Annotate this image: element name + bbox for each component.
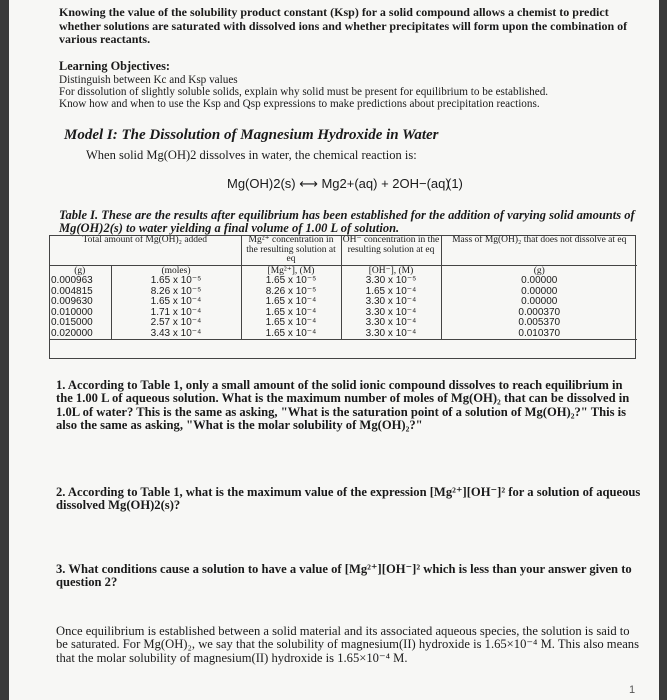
mass-cell: 0.005370 — [441, 318, 637, 329]
mass-cell: 0.00000 — [441, 287, 637, 298]
model-intro: When solid Mg(OH)2 dissolves in water, the chemical reaction is: — [86, 148, 417, 162]
oh-cell: 1.65 x 10⁻⁴ — [341, 287, 441, 298]
moles-cell: 1.71 x 10⁻⁴ — [111, 308, 241, 319]
grams-cell: 0.020000 — [49, 329, 111, 340]
saturation-paragraph: Once equilibrium is established between a solid material and its associated aqueous species, the solution is said to be saturated. For Mg(OH)₂, we say that the solubility of magnesium(II) hydroxide is 1.65×10⁻⁴ M. This also means that the molar solubility of magnesium(II) hydroxide is 1.65×10⁻⁴ M. — [56, 624, 639, 665]
header-undissolved-mass: Mass of Mg(OH)₂ that does not dissolve at eq — [441, 235, 637, 265]
question-3: 3. What conditions cause a solution to have a value of [Mg²⁺][OH⁻]² which is less than your answer given to question 2? — [56, 562, 632, 590]
mg-cell: 8.26 x 10⁻⁵ — [241, 287, 341, 298]
header-mg-concentration: Mg²⁺ concentration in the resulting solution at eq — [241, 235, 341, 265]
mass-cell: 0.00000 — [441, 276, 637, 287]
unit-cell: (moles) — [111, 265, 241, 276]
mass-cell: 0.00000 — [441, 297, 637, 308]
grams-cell: 0.015000 — [51, 317, 93, 329]
mg-cell: 1.65 x 10⁻⁵ — [241, 276, 341, 287]
page-number: 1 — [629, 684, 636, 696]
objective-item: For dissolution of slightly soluble solids, explain why solid must be present for equilibrium to be established. — [59, 86, 549, 98]
equation-number: (1) — [447, 176, 463, 191]
header-oh-concentration: OH⁻ concentration in the resulting solution at eq — [341, 235, 441, 265]
worksheet-page — [9, 0, 659, 700]
objective-item: Know how and when to use the Ksp and Qsp expressions to make predictions about precipitation reactions. — [59, 98, 540, 110]
question-1: 1. According to Table 1, only a small amount of the solid ionic compound dissolves to reach equilibrium in the 1.00 L of aqueous solution. What is the maximum number of moles of Mg(OH)₂ that can be dissolved in 1.0L of water? This is the same as asking, "What is the saturation point of a solution of Mg(OH)₂?" This is also the same as asking, "What is the molar solubility of Mg(OH)₂?" — [56, 378, 630, 432]
unit-cell: (g) — [441, 265, 637, 276]
mass-cell: 0.010370 — [441, 329, 637, 340]
table-header-row — [49, 235, 637, 265]
oh-cell: 3.30 x 10⁻⁴ — [341, 318, 441, 329]
objective-item: Distinguish between Kc and Ksp values — [59, 74, 238, 86]
moles-cell: 1.65 x 10⁻⁵ — [111, 276, 241, 287]
photo-edge-right — [659, 0, 667, 700]
unit-cell: [OH⁻], (M) — [341, 265, 441, 276]
mg-cell: 1.65 x 10⁻⁴ — [241, 318, 341, 329]
grams-cell: 0.009630 — [51, 296, 93, 308]
mg-cell: 1.65 x 10⁻⁴ — [241, 308, 341, 319]
oh-cell: 3.30 x 10⁻⁴ — [341, 308, 441, 319]
dissolution-equation: Mg(OH)2(s) ⟷ Mg2+(aq) + 2OH−(aq) — [227, 176, 450, 191]
moles-cell: 2.57 x 10⁻⁴ — [111, 318, 241, 329]
table-row — [49, 297, 637, 308]
mg-cell: 1.65 x 10⁻⁴ — [241, 297, 341, 308]
learning-objectives-heading: Learning Objectives: — [59, 59, 170, 73]
question-2: 2. According to Table 1, what is the maximum value of the expression [Mg²⁺][OH⁻]² for a solution of aqueous dissolved Mg(OH)2(s)? — [56, 485, 641, 513]
mg-cell: 1.65 x 10⁻⁴ — [241, 329, 341, 340]
oh-cell: 3.30 x 10⁻⁴ — [341, 297, 441, 308]
unit-cell: [Mg²⁺], (M) — [241, 265, 341, 276]
table-caption: Table I. These are the results after equilibrium has been established for the addition of varying solid amounts of Mg(OH)2(s) to water yielding a final volume of 1.00 L of solution. — [59, 208, 635, 235]
moles-cell: 8.26 x 10⁻⁵ — [111, 287, 241, 298]
header-total-added: Total amount of Mg(OH)₂ added — [82, 235, 208, 245]
table-row — [49, 276, 637, 287]
mass-cell: 0.000370 — [441, 308, 637, 319]
table-row — [49, 318, 637, 329]
oh-cell: 3.30 x 10⁻⁴ — [341, 329, 441, 340]
moles-cell: 1.65 x 10⁻⁴ — [111, 297, 241, 308]
grams-cell: 0.010000 — [51, 306, 93, 318]
grams-cell: 0.000963 — [51, 275, 93, 287]
oh-cell: 3.30 x 10⁻⁵ — [341, 276, 441, 287]
equilibrium-table — [49, 235, 637, 340]
grams-cell: 0.004815 — [51, 285, 93, 297]
intro-paragraph: Knowing the value of the solubility product constant (Ksp) for a solid compound allows a chemist to predict whether solutions are saturated with dissolved ions and whether precipitates will form upon the combination of various reactants. — [59, 5, 628, 46]
photo-edge-left — [0, 0, 9, 700]
unit-cell: (g) — [49, 265, 111, 276]
moles-cell: 3.43 x 10⁻⁴ — [111, 329, 241, 340]
model-title: Model I: The Dissolution of Magnesium Hydroxide in Water — [64, 127, 439, 143]
table-row — [49, 329, 637, 340]
